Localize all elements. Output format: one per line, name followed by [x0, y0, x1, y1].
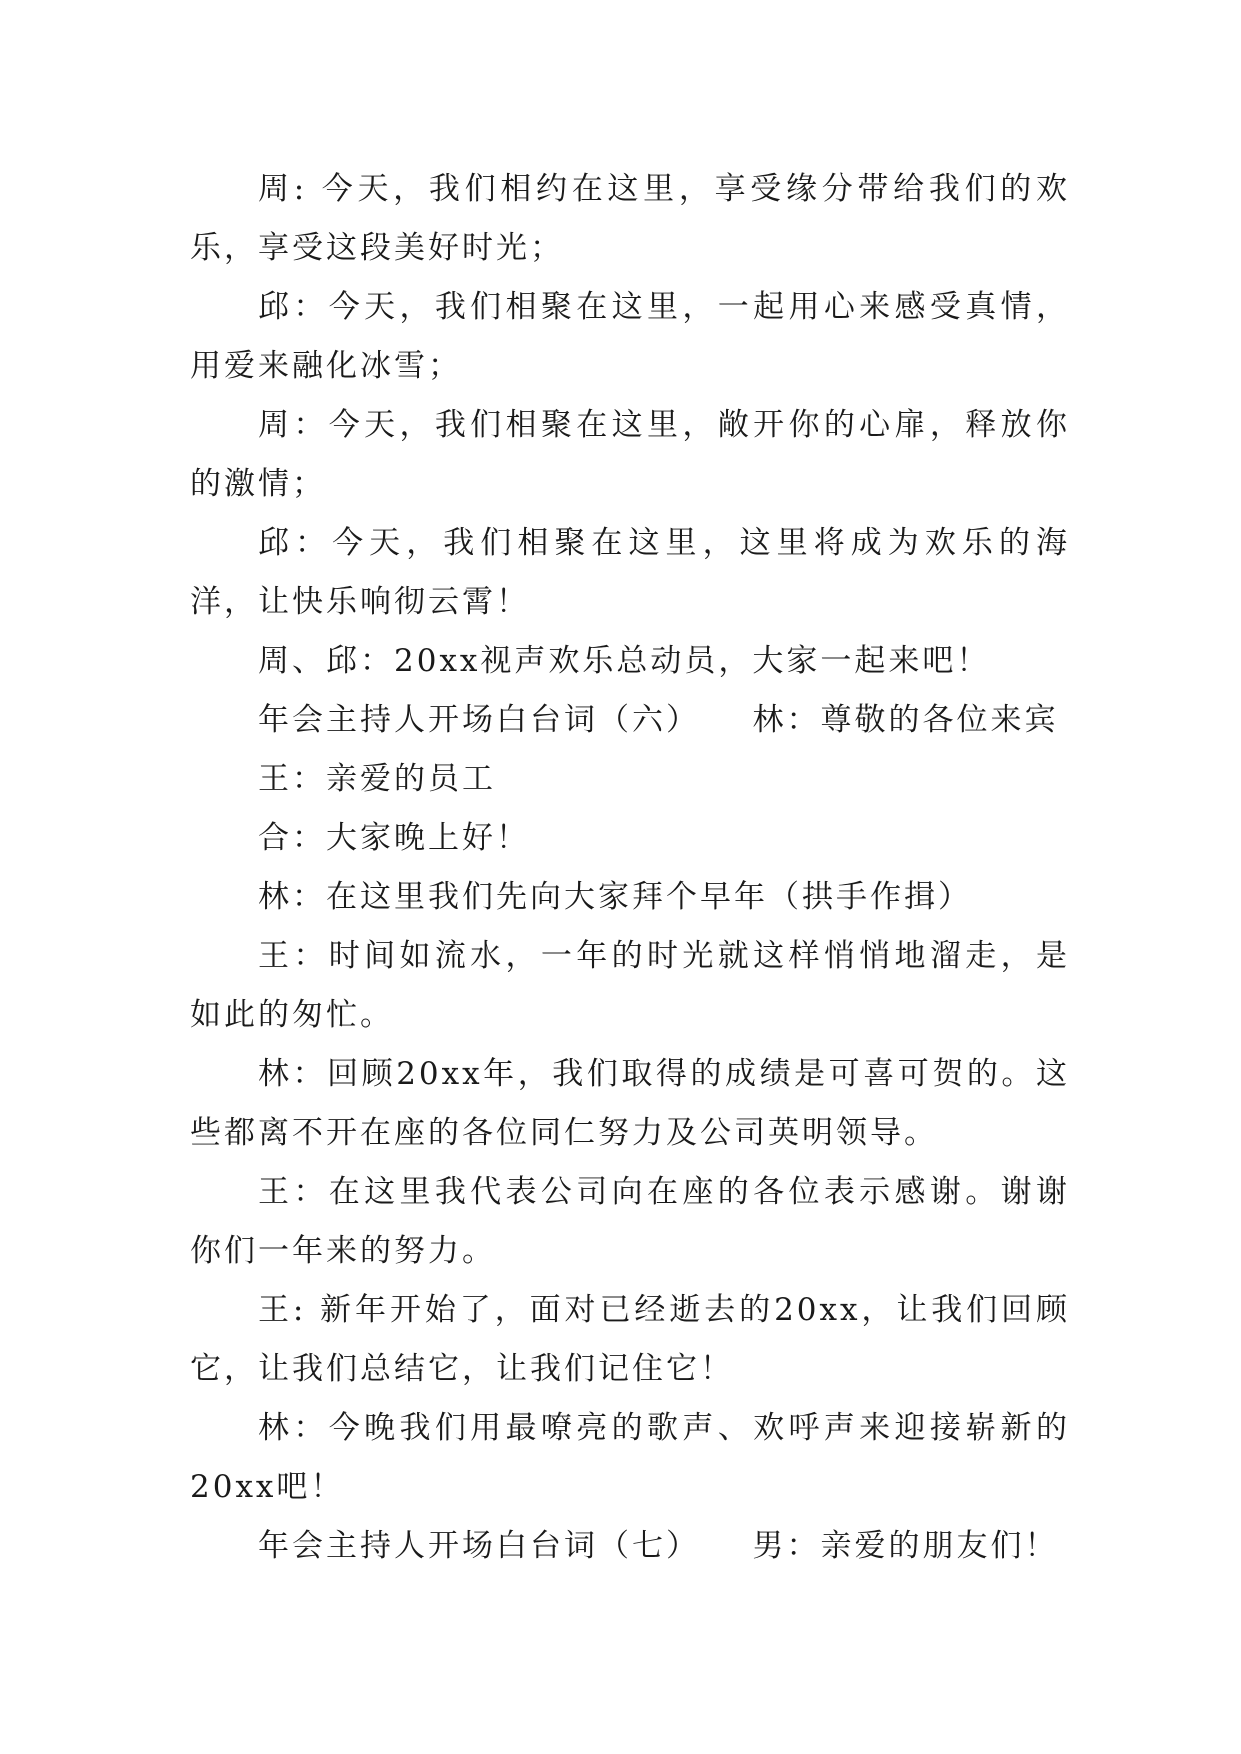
paragraph-15: [190, 1517, 1070, 1576]
document-body: [190, 160, 1070, 1576]
paragraph-text: 邱：今天，我们相聚在这里，这里将成为欢乐的海洋，让快乐响彻云霄！: [190, 525, 1070, 620]
paragraph-1: [190, 160, 1070, 278]
paragraph-text: 合：大家晚上好！: [258, 820, 530, 856]
paragraph-7: [190, 750, 1070, 809]
paragraph-3: [190, 396, 1070, 514]
paragraph-text: 王：亲爱的员工: [258, 761, 496, 797]
paragraph-text: 林：今晚我们用最嘹亮的歌声、欢呼声来迎接崭新的20xx吧！: [190, 1410, 1070, 1505]
paragraph-10: [190, 927, 1070, 1045]
paragraph-8: [190, 809, 1070, 868]
paragraph-2: [190, 278, 1070, 396]
paragraph-13: [190, 1281, 1070, 1399]
paragraph-text: 王: 新年开始了，面对已经逝去的20xx，让我们回顾它，让我们总结它，让我们记住它！: [190, 1292, 1070, 1387]
paragraph-text: 王：时间如流水，一年的时光就这样悄悄地溜走，是如此的匆忙。: [190, 938, 1070, 1033]
paragraph-text: 林：在这里我们先向大家拜个早年（拱手作揖）: [258, 879, 972, 915]
paragraph-text: 林：回顾20xx年，我们取得的成绩是可喜可贺的。这些都离不开在座的各位同仁努力及公司英明领导。: [190, 1056, 1070, 1151]
paragraph-text: 邱：今天，我们相聚在这里，一起用心来感受真情，用爱来融化冰雪；: [190, 289, 1070, 384]
paragraph-text: 王：在这里我代表公司向在座的各位表示感谢。谢谢你们一年来的努力。: [190, 1174, 1070, 1269]
paragraph-4: [190, 514, 1070, 632]
paragraph-12: [190, 1163, 1070, 1281]
paragraph-9: [190, 868, 1070, 927]
paragraph-text: 周: 今天，我们相约在这里，享受缘分带给我们的欢乐，享受这段美好时光；: [190, 171, 1070, 266]
paragraph-text: 周：今天，我们相聚在这里，敞开你的心扉，释放你的激情；: [190, 407, 1070, 502]
paragraph-text: 年会主持人开场白台词（六） 林：尊敬的各位来宾: [258, 702, 1059, 738]
paragraph-11: [190, 1045, 1070, 1163]
paragraph-14: [190, 1399, 1070, 1517]
paragraph-text: 年会主持人开场白台词（七） 男：亲爱的朋友们！: [258, 1528, 1059, 1564]
paragraph-5: [190, 632, 1070, 691]
paragraph-6: [190, 691, 1070, 750]
paragraph-text: 周、邱：20xx视声欢乐总动员，大家一起来吧！: [258, 643, 991, 679]
